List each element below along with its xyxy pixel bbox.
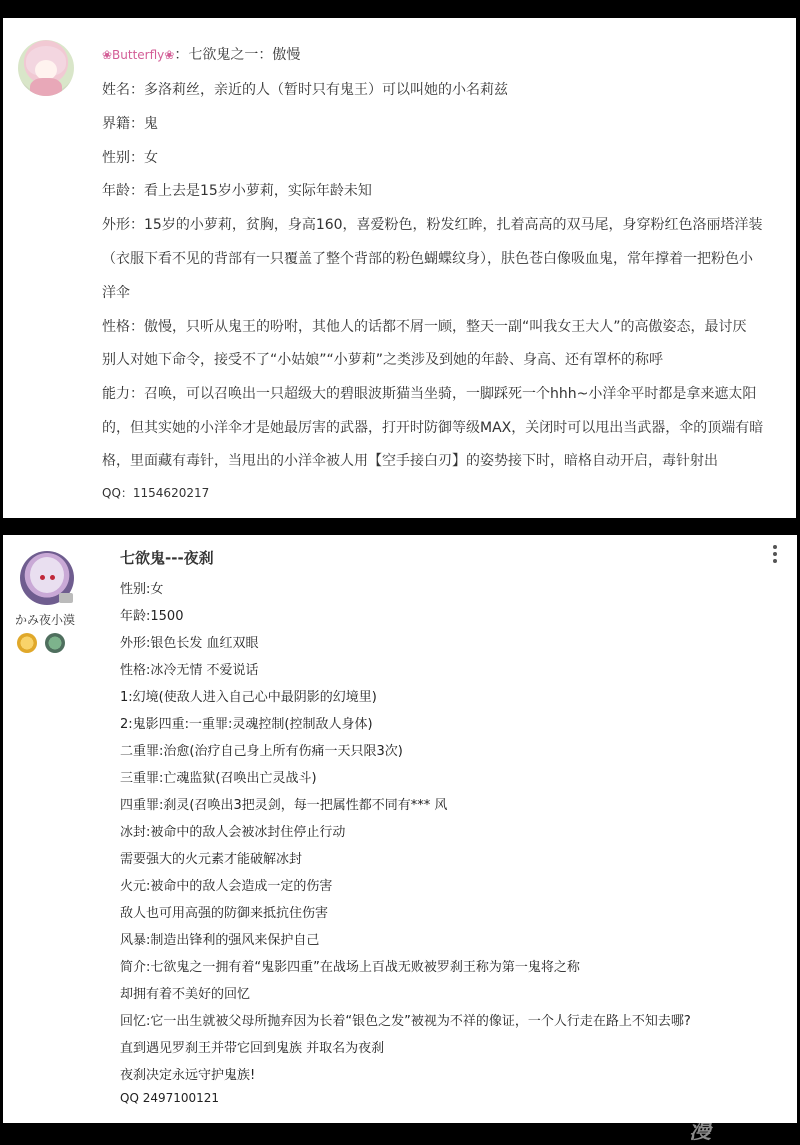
post-line: 格，里面藏有毒针，当甩出的小洋伞被人用【空手接白刃】的姿势接下时，暗格自动开启，毒针射出	[102, 453, 718, 469]
avatar-face	[35, 60, 57, 80]
avatar[interactable]	[18, 40, 74, 96]
post-line: 外形:银色长发 血红双眼	[120, 636, 259, 651]
post-line: （衣服下看不见的背部有一只覆盖了整个背部的粉色蝴蝶纹身），肤色苍白像吸血鬼，常年撑着一把粉色小	[102, 251, 753, 267]
avatar-hair	[30, 557, 64, 593]
badge-icon[interactable]	[17, 633, 37, 653]
post-line: 敌人也可用高强的防御来抵抗住伤害	[120, 906, 329, 921]
post-line: 夜刹决定永远守护鬼族!	[120, 1068, 256, 1083]
post-line: 年龄：看上去是15岁小萝莉，实际年龄未知	[102, 183, 372, 199]
post-line: 二重罪:治愈(治疗自己身上所有伤痛一天只限3次)	[120, 744, 403, 759]
post-line: 风暴:制造出锋利的强风来保护自己	[120, 933, 320, 948]
avatar-eye	[40, 575, 45, 580]
post-line: 年龄:1500	[120, 609, 184, 624]
post-title: 七欲鬼---夜刹	[120, 549, 214, 567]
post-line: 简介:七欲鬼之一拥有着“鬼影四重”在战场上百战无败被罗刹王称为第一鬼将之称	[120, 960, 580, 975]
post-title-text: ：七欲鬼之一：傲慢	[174, 47, 301, 63]
post-line: 2:鬼影四重:一重罪:灵魂控制(控制敌人身体)	[120, 717, 373, 732]
post-line: 性别：女	[102, 150, 158, 166]
qq-number: QQ 2497100121	[120, 1091, 220, 1105]
level-crown-icon	[59, 593, 73, 603]
post-title	[102, 44, 300, 64]
post-line: 四重罪:刹灵(召唤出3把灵剑，每一把属性都不同有*** 风	[120, 798, 448, 813]
post-line: 三重罪:亡魂监狱(召唤出亡灵战斗)	[120, 771, 317, 786]
post-line: 的，但其实她的小洋伞才是她最厉害的武器，打开时防御等级MAX，关闭时可以甩出当武器，伞的顶端有暗	[102, 420, 764, 436]
post-line: 1:幻境(使敌人进入自己心中最阴影的幻境里)	[120, 690, 377, 705]
author-username[interactable]: かみ夜小漠	[15, 613, 76, 627]
post-line: 需要强大的火元素才能破解冰封	[120, 852, 303, 867]
badge-icon[interactable]	[45, 633, 65, 653]
post-card-1	[3, 18, 796, 518]
watermark-logo: 腾讯动漫	[689, 1088, 762, 1144]
post-line: 直到遇见罗刹王并带它回到鬼族 并取名为夜刹	[120, 1041, 385, 1056]
post-card-2	[3, 535, 797, 1144]
post-line: 别人对她下命令，接受不了“小姑娘”“小萝莉”之类涉及到她的年龄、身高、还有罩杯的称呼	[102, 352, 664, 368]
post-line: 却拥有着不美好的回忆	[120, 987, 251, 1002]
avatar-body	[30, 78, 62, 96]
post-line: 姓名：多洛莉丝，亲近的人（暂时只有鬼王）可以叫她的小名莉兹	[102, 82, 508, 98]
author-nickname[interactable]: ❀Butterfly❀	[102, 48, 175, 62]
post-line: 能力：召唤，可以召唤出一只超级大的碧眼波斯猫当坐骑，一脚踩死一个hhh~小洋伞平时都是拿来遮太阳	[102, 386, 757, 402]
post-line: 冰封:被命中的敌人会被冰封住停止行动	[120, 825, 346, 840]
post-line: 界籍：鬼	[102, 116, 158, 132]
post-line: 火元:被命中的敌人会造成一定的伤害	[120, 879, 333, 894]
post-line: 外形：15岁的小萝莉，贫胸，身高160，喜爱粉色，粉发红眸，扎着高高的双马尾，身穿粉红色洛丽塔洋装	[102, 217, 763, 233]
post-line: 性格：傲慢，只听从鬼王的吩咐，其他人的话都不屑一顾，整天一副“叫我女王大人”的高傲姿态，最讨厌	[102, 319, 747, 335]
post-line: 性别:女	[120, 582, 164, 597]
avatar-eye	[50, 575, 55, 580]
post-line: 性格:冰冷无情 不爱说话	[120, 663, 259, 678]
post-line: 回忆:它一出生就被父母所抛弃因为长着“银色之发”被视为不祥的像证，一个人行走在路上不知去哪?	[120, 1014, 691, 1029]
more-options-icon[interactable]	[773, 545, 779, 566]
qq-number: QQ：1154620217	[102, 486, 210, 500]
post-line: 洋伞	[102, 285, 130, 301]
